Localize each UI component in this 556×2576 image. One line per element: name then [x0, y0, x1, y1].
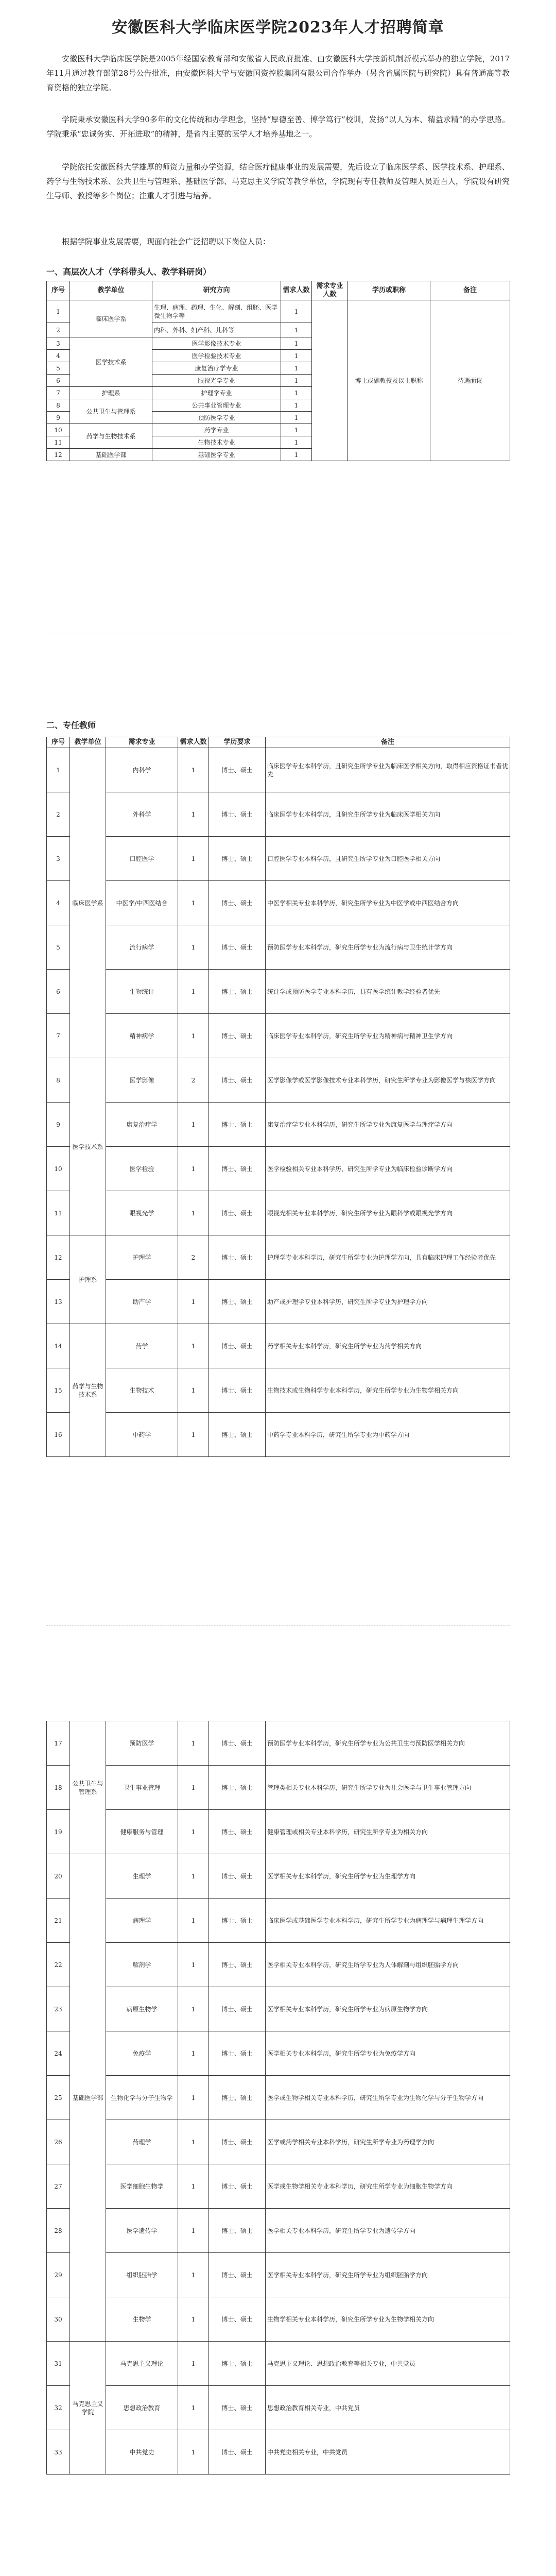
- cell-major: 助产学: [106, 1280, 178, 1324]
- cell-education: 博士、硕士: [209, 1987, 266, 2031]
- section2-table-part2: [46, 1721, 510, 2475]
- cell-education: 博士、硕士: [209, 1899, 266, 1943]
- table-header-row: [47, 737, 510, 748]
- cell-count: 1: [281, 375, 312, 387]
- cell-note: 健康管理或相关专业本科学历，研究生所学专业为相关方向: [266, 1810, 510, 1854]
- cell-count: 1: [178, 2253, 209, 2297]
- table-row: [47, 2164, 510, 2209]
- cell-no: 31: [47, 2342, 70, 2386]
- intro-paragraph-1: 安徽医科大学临床医学院是2005年经国家教育部和安徽省人民政府批准、由安徽医科大学按新机制新模式举办的独立学院，2017年11月通过教育部第28号公告批准，由安徽医科大学与安徽国资控股集团有限公司合作举办（另含省属医院与研究院）具有普通高等教育资格的独立学院。: [46, 54, 510, 92]
- cell-no: 1: [47, 748, 70, 792]
- table-row: [47, 1147, 510, 1191]
- cell-education: 博士、硕士: [209, 1103, 266, 1147]
- cell-major: 生物学: [106, 2297, 178, 2342]
- cell-education: 博士、硕士: [209, 2253, 266, 2297]
- cell-count: 1: [178, 1899, 209, 1943]
- cell-no: 21: [47, 1899, 70, 1943]
- section1-heading: 一、高层次人才（学科带头人、教学科研岗）: [46, 267, 212, 277]
- cell-direction: 预防医学专业: [152, 412, 281, 424]
- cell-education: 博士、硕士: [209, 2120, 266, 2164]
- cell-education: 博士、硕士: [209, 1058, 266, 1103]
- cell-no: 19: [47, 1810, 70, 1854]
- cell-major: 病原生物学: [106, 1987, 178, 2031]
- section2-table-part1: [46, 737, 510, 1457]
- cell-count: 1: [178, 1721, 209, 1766]
- cell-no: 22: [47, 1943, 70, 1987]
- cell-no: 28: [47, 2209, 70, 2253]
- table-row: [47, 970, 510, 1014]
- header-cell: 学历或职称: [348, 281, 430, 300]
- cell-education: 博士、硕士: [209, 1766, 266, 1810]
- cell-no: 7: [47, 1014, 70, 1058]
- table-row: [47, 1943, 510, 1987]
- header-cell: 序号: [47, 737, 70, 748]
- cell-note: 待遇面议: [430, 300, 510, 461]
- cell-no: 3: [47, 337, 70, 350]
- cell-direction: 眼视光学专业: [152, 375, 281, 387]
- cell-count: 1: [178, 1413, 209, 1457]
- cell-no: 9: [47, 412, 70, 424]
- cell-count: 1: [178, 2209, 209, 2253]
- table-row: [47, 1899, 510, 1943]
- cell-no: 10: [47, 424, 70, 436]
- cell-note: 临床医学或基础医学专业本科学历，研究生所学专业为病理学与病理生理学方向: [266, 1899, 510, 1943]
- cell-no: 6: [47, 970, 70, 1014]
- cell-count: 1: [281, 300, 312, 323]
- cell-note: 生物技术或生物科学专业本科学历，研究生所学专业为生物学相关方向: [266, 1368, 510, 1413]
- cell-no: 5: [47, 362, 70, 375]
- cell-major: 药学: [106, 1324, 178, 1368]
- cell-count: 1: [178, 837, 209, 881]
- table-row: [47, 1058, 510, 1103]
- table-row: [47, 792, 510, 837]
- cell-count: 1: [178, 1014, 209, 1058]
- intro-paragraph-4: 根据学院事业发展需要，现面向社会广泛招聘以下岗位人员：: [62, 237, 271, 246]
- table-row: [47, 1721, 510, 1766]
- cell-unit: 药学与生物技术系: [70, 1324, 106, 1457]
- cell-major: 流行病学: [106, 925, 178, 970]
- cell-no: 10: [47, 1147, 70, 1191]
- table-row: [47, 300, 510, 323]
- header-cell: 需求人数: [281, 281, 312, 300]
- cell-major: 生物化学与分子生物学: [106, 2076, 178, 2120]
- cell-education: 博士、硕士: [209, 1324, 266, 1368]
- cell-no: 5: [47, 925, 70, 970]
- table-row: [47, 1368, 510, 1413]
- cell-education: 博士、硕士: [209, 925, 266, 970]
- cell-education: 博士、硕士: [209, 1235, 266, 1280]
- cell-major: 医学检验: [106, 1147, 178, 1191]
- table-row: [47, 2120, 510, 2164]
- cell-major: 外科学: [106, 792, 178, 837]
- cell-major: 中医学/中西医结合: [106, 881, 178, 925]
- page-divider: [46, 1625, 510, 1626]
- cell-no: 1: [47, 300, 70, 323]
- cell-count: 1: [178, 1810, 209, 1854]
- cell-count: 1: [178, 925, 209, 970]
- cell-no: 2: [47, 792, 70, 837]
- cell-count: 1: [178, 748, 209, 792]
- cell-no: 33: [47, 2430, 70, 2475]
- cell-education: 博士、硕士: [209, 1368, 266, 1413]
- cell-note: 口腔医学专业本科学历，且研究生所学专业为口腔医学相关方向: [266, 837, 510, 881]
- cell-note: 医学相关专业本科学历，研究生所学专业为免疫学方向: [266, 2031, 510, 2076]
- cell-note: 医学检验相关专业本科学历，研究生所学专业为临床检验诊断学方向: [266, 1147, 510, 1191]
- cell-count: 2: [178, 1235, 209, 1280]
- cell-note: 医学或药学相关专业本科学历，研究生所学专业为药理学方向: [266, 2120, 510, 2164]
- cell-count: 1: [178, 2120, 209, 2164]
- cell-education: 博士、硕士: [209, 1280, 266, 1324]
- table-row: [47, 2297, 510, 2342]
- cell-count: 1: [178, 1766, 209, 1810]
- cell-major: 预防医学: [106, 1721, 178, 1766]
- header-cell: 教学单位: [70, 281, 152, 300]
- cell-unit: 护理系: [70, 387, 152, 399]
- cell-count: 1: [281, 350, 312, 362]
- cell-education: 博士、硕士: [209, 2342, 266, 2386]
- cell-unit: 护理系: [70, 1235, 106, 1324]
- cell-count: 1: [281, 337, 312, 350]
- cell-no: 27: [47, 2164, 70, 2209]
- cell-direction: 医学影像技术专业: [152, 337, 281, 350]
- cell-major: 护理学: [106, 1235, 178, 1280]
- cell-note: 预防医学专业本科学历，研究生所学专业为公共卫生与预防医学相关方向: [266, 1721, 510, 1766]
- cell-unit: 医学技术系: [70, 1058, 106, 1235]
- table-row: [47, 1854, 510, 1899]
- cell-no: 25: [47, 2076, 70, 2120]
- table-row: [47, 925, 510, 970]
- cell-note: 医学相关专业本科学历，研究生所学专业为生理学方向: [266, 1854, 510, 1899]
- cell-major: 口腔医学: [106, 837, 178, 881]
- cell-major: 健康服务与管理: [106, 1810, 178, 1854]
- cell-major: 生理学: [106, 1854, 178, 1899]
- cell-count: 1: [281, 424, 312, 436]
- cell-education: 博士、硕士: [209, 881, 266, 925]
- cell-count: 1: [178, 1103, 209, 1147]
- table-row: [47, 2076, 510, 2120]
- cell-education: 博士、硕士: [209, 2430, 266, 2475]
- cell-note: 马克思主义理论、思想政治教育等相关专业，中共党员: [266, 2342, 510, 2386]
- cell-unit: 临床医学系: [70, 748, 106, 1058]
- cell-education: 博士、硕士: [209, 2297, 266, 2342]
- cell-education: 博士、硕士: [209, 1943, 266, 1987]
- cell-direction: 生物技术专业: [152, 436, 281, 449]
- cell-education: 博士、硕士: [209, 1147, 266, 1191]
- cell-note: 中共党史相关专业，中共党员: [266, 2430, 510, 2475]
- cell-education: 博士、硕士: [209, 2164, 266, 2209]
- cell-count: 1: [178, 792, 209, 837]
- table-row: [47, 1014, 510, 1058]
- cell-major: 卫生事业管理: [106, 1766, 178, 1810]
- table-row: [47, 2342, 510, 2386]
- cell-note: 预防医学专业本科学历，研究生所学专业为流行病与卫生统计学方向: [266, 925, 510, 970]
- cell-note: 中药学专业本科学历，研究生所学专业为中药学方向: [266, 1413, 510, 1457]
- cell-education: 博士、硕士: [209, 1014, 266, 1058]
- header-cell: 学历要求: [209, 737, 266, 748]
- cell-count: 2: [178, 1058, 209, 1103]
- cell-no: 29: [47, 2253, 70, 2297]
- cell-unit: 基础医学部: [70, 449, 152, 461]
- cell-no: 2: [47, 323, 70, 337]
- table-row: [47, 837, 510, 881]
- cell-count: 1: [178, 2386, 209, 2430]
- header-cell: 需求人数: [178, 737, 209, 748]
- cell-note: 医学相关专业本科学历，研究生所学专业为人体解剖与组织胚胎学方向: [266, 1943, 510, 1987]
- table-row: [47, 748, 510, 792]
- cell-note: 护理学专业本科学历，研究生所学专业为护理学方向，具有临床护理工作经验者优先: [266, 1235, 510, 1280]
- cell-count: 1: [281, 436, 312, 449]
- table-row: [47, 1280, 510, 1324]
- cell-note: 医学相关专业本科学历，研究生所学专业为遗传学方向: [266, 2209, 510, 2253]
- header-cell: 教学单位: [70, 737, 106, 748]
- cell-no: 7: [47, 387, 70, 399]
- cell-no: 8: [47, 399, 70, 412]
- cell-note: 临床医学专业本科学历，且研究生所学专业为临床医学相关方向，取得相应资格证书者优先: [266, 748, 510, 792]
- cell-major: 思想政治教育: [106, 2386, 178, 2430]
- cell-count: 1: [281, 362, 312, 375]
- cell-education: 博士、硕士: [209, 1810, 266, 1854]
- cell-major: 中共党史: [106, 2430, 178, 2475]
- cell-education: 博士、硕士: [209, 2386, 266, 2430]
- cell-count: 1: [178, 1191, 209, 1235]
- section1-table: [46, 281, 510, 461]
- cell-no: 11: [47, 436, 70, 449]
- page-title: 安徽医科大学临床医学院2023年人才招聘简章: [112, 19, 444, 37]
- cell-education: 博士、硕士: [209, 2031, 266, 2076]
- cell-note: 眼视光相关专业本科学历，研究生所学专业为眼科学或眼视光学方向: [266, 1191, 510, 1235]
- table-row: [47, 1324, 510, 1368]
- cell-note: 统计学或预防医学专业本科学历，具有医学统计教学经验者优先: [266, 970, 510, 1014]
- table-row: [47, 1987, 510, 2031]
- cell-count: 1: [178, 2076, 209, 2120]
- cell-education: 博士、硕士: [209, 1721, 266, 1766]
- cell-no: 17: [47, 1721, 70, 1766]
- cell-major: 精神病学: [106, 1014, 178, 1058]
- cell-count: 1: [178, 881, 209, 925]
- cell-major: 解剖学: [106, 1943, 178, 1987]
- cell-direction: 护理学专业: [152, 387, 281, 399]
- table-row: [47, 1191, 510, 1235]
- cell-no: 13: [47, 1280, 70, 1324]
- cell-no: 23: [47, 1987, 70, 2031]
- cell-count: 1: [178, 2430, 209, 2475]
- header-cell: 研究方向: [152, 281, 281, 300]
- header-cell: 需求专业人数: [312, 281, 348, 300]
- cell-major: 马克思主义理论: [106, 2342, 178, 2386]
- cell-note: 医学或生物学相关专业本科学历，研究生所学专业为细胞生物学方向: [266, 2164, 510, 2209]
- cell-count: 1: [178, 970, 209, 1014]
- cell-major: 康复治疗学: [106, 1103, 178, 1147]
- cell-major: 组织胚胎学: [106, 2253, 178, 2297]
- cell-unit: 药学与生物技术系: [70, 424, 152, 449]
- cell-note: 康复治疗学专业本科学历，研究生所学专业为康复医学与理疗学方向: [266, 1103, 510, 1147]
- cell-count: 1: [281, 323, 312, 337]
- cell-major: 医学影像: [106, 1058, 178, 1103]
- cell-unit: 马克思主义学院: [70, 2342, 106, 2475]
- cell-count: 1: [178, 2297, 209, 2342]
- cell-major: 中药学: [106, 1413, 178, 1457]
- cell-no: 32: [47, 2386, 70, 2430]
- cell-note: 助产或护理学专业本科学历，研究生所学专业为护理学方向: [266, 1280, 510, 1324]
- cell-no: 12: [47, 449, 70, 461]
- cell-no: 8: [47, 1058, 70, 1103]
- table-row: [47, 1766, 510, 1810]
- table-row: [47, 1103, 510, 1147]
- cell-direction: 药学专业: [152, 424, 281, 436]
- header-cell: 需求专业: [106, 737, 178, 748]
- table-row: [47, 1413, 510, 1457]
- cell-degree: 博士或副教授及以上职称: [348, 300, 430, 461]
- cell-count: 1: [178, 1280, 209, 1324]
- cell-note: 管理类相关专业本科学历，研究生所学专业为社会医学与卫生事业管理方向: [266, 1766, 510, 1810]
- header-cell: 序号: [47, 281, 70, 300]
- cell-note: 药学相关专业本科学历，研究生所学专业为药学相关方向: [266, 1324, 510, 1368]
- cell-direction: 康复治疗学专业: [152, 362, 281, 375]
- cell-note: 思想政治教育相关专业，中共党员: [266, 2386, 510, 2430]
- cell-unit: 公共卫生与管理系: [70, 399, 152, 424]
- cell-no: 12: [47, 1235, 70, 1280]
- cell-education: 博士、硕士: [209, 2209, 266, 2253]
- cell-no: 26: [47, 2120, 70, 2164]
- cell-count: 1: [178, 1854, 209, 1899]
- cell-direction: 基础医学专业: [152, 449, 281, 461]
- cell-no: 6: [47, 375, 70, 387]
- cell-count: 1: [178, 1987, 209, 2031]
- cell-direction: 生理、病理、药理、生化、解剖、组胚、医学微生物学等: [152, 300, 281, 323]
- cell-major: 医学遗传学: [106, 2209, 178, 2253]
- cell-direction: 内科、外科、妇产科、儿科等: [152, 323, 281, 337]
- intro-paragraph-2: 学院秉承安徽医科大学90多年的文化传统和办学理念，坚持“厚德至善、博学笃行”校训，发扬“以人为本、精益求精”的办学思路。学院秉承“忠诚务实、开拓进取”的精神，是省内主要的医学人才培养基地之一。: [46, 115, 510, 139]
- cell-count: 1: [178, 1324, 209, 1368]
- cell-direction: 医学检验技术专业: [152, 350, 281, 362]
- table-row: [47, 1235, 510, 1280]
- cell-note: 临床医学专业本科学历，且研究生所学专业为临床医学相关方向: [266, 792, 510, 837]
- intro-paragraph-3: 学院依托安徽医科大学雄厚的师资力量和办学资源，结合医疗健康事业的发展需要，先后设立了临床医学系、医学技术系、护理系、药学与生物技术系、公共卫生与管理系、基础医学部、马克思主义学院等教学单位，学院现有专任教师及管理人员近百人，学院设有研究生导师、教授等多个岗位；注重人才引进与培养。: [46, 162, 510, 200]
- table-header-row: [47, 281, 510, 300]
- cell-no: 3: [47, 837, 70, 881]
- cell-no: 4: [47, 881, 70, 925]
- cell-major: 眼视光学: [106, 1191, 178, 1235]
- cell-education: 博士、硕士: [209, 1191, 266, 1235]
- cell-education: 博士、硕士: [209, 792, 266, 837]
- cell-unit: 基础医学部: [70, 1854, 106, 2342]
- section2-heading: 二、专任教师: [46, 720, 96, 730]
- cell-major: 生物统计: [106, 970, 178, 1014]
- cell-count: 1: [178, 1147, 209, 1191]
- cell-no: 9: [47, 1103, 70, 1147]
- cell-no: 4: [47, 350, 70, 362]
- cell-education: 博士、硕士: [209, 1413, 266, 1457]
- cell-no: 24: [47, 2031, 70, 2076]
- cell-note: 医学影像学或医学影像技术专业本科学历，研究生所学专业为影像医学与核医学方向: [266, 1058, 510, 1103]
- cell-count: 1: [281, 412, 312, 424]
- cell-no: 14: [47, 1324, 70, 1368]
- table-row: [47, 881, 510, 925]
- cell-education: 博士、硕士: [209, 970, 266, 1014]
- cell-major: 内科学: [106, 748, 178, 792]
- table-row: [47, 2430, 510, 2475]
- cell-major: 免疫学: [106, 2031, 178, 2076]
- cell-education: 博士、硕士: [209, 748, 266, 792]
- cell-unit: 公共卫生与管理系: [70, 1721, 106, 1854]
- cell-major: 医学细胞生物学: [106, 2164, 178, 2209]
- cell-count: 1: [178, 1943, 209, 1987]
- cell-count: 1: [178, 2342, 209, 2386]
- cell-unit: 临床医学系: [70, 300, 152, 337]
- cell-major: 生物技术: [106, 1368, 178, 1413]
- cell-note: 医学相关专业本科学历，研究生所学专业为病原生物学方向: [266, 1987, 510, 2031]
- cell-count: 1: [178, 2164, 209, 2209]
- cell-education: 博士、硕士: [209, 1854, 266, 1899]
- cell-major: 病理学: [106, 1899, 178, 1943]
- table-row: [47, 2031, 510, 2076]
- cell-no: 16: [47, 1413, 70, 1457]
- cell-count: 1: [281, 399, 312, 412]
- cell-no: 15: [47, 1368, 70, 1413]
- cell-count: 1: [281, 449, 312, 461]
- cell-no: 30: [47, 2297, 70, 2342]
- cell-direction: 公共事业管理专业: [152, 399, 281, 412]
- cell-education: 博士、硕士: [209, 2076, 266, 2120]
- table-row: [47, 2209, 510, 2253]
- cell-blank: [312, 300, 348, 461]
- table-row: [47, 2386, 510, 2430]
- cell-note: 临床医学专业本科学历，研究生所学专业为精神病与精神卫生学方向: [266, 1014, 510, 1058]
- cell-unit: 医学技术系: [70, 337, 152, 387]
- cell-education: 博士、硕士: [209, 837, 266, 881]
- cell-note: 医学相关专业本科学历，研究生所学专业为组织胚胎学方向: [266, 2253, 510, 2297]
- cell-note: 生物学相关专业本科学历，研究生所学专业为生物学相关方向: [266, 2297, 510, 2342]
- cell-no: 18: [47, 1766, 70, 1810]
- header-cell: 备注: [430, 281, 510, 300]
- cell-count: 1: [281, 387, 312, 399]
- cell-no: 20: [47, 1854, 70, 1899]
- header-cell: 备注: [266, 737, 510, 748]
- table-row: [47, 1810, 510, 1854]
- cell-no: 11: [47, 1191, 70, 1235]
- cell-note: 医学或生物学相关专业本科学历，研究生所学专业为生物化学与分子生物学方向: [266, 2076, 510, 2120]
- cell-count: 1: [178, 1368, 209, 1413]
- cell-note: 中医学相关专业本科学历，研究生所学专业为中医学或中西医结合方向: [266, 881, 510, 925]
- table-row: [47, 2253, 510, 2297]
- cell-major: 药理学: [106, 2120, 178, 2164]
- cell-count: 1: [178, 2031, 209, 2076]
